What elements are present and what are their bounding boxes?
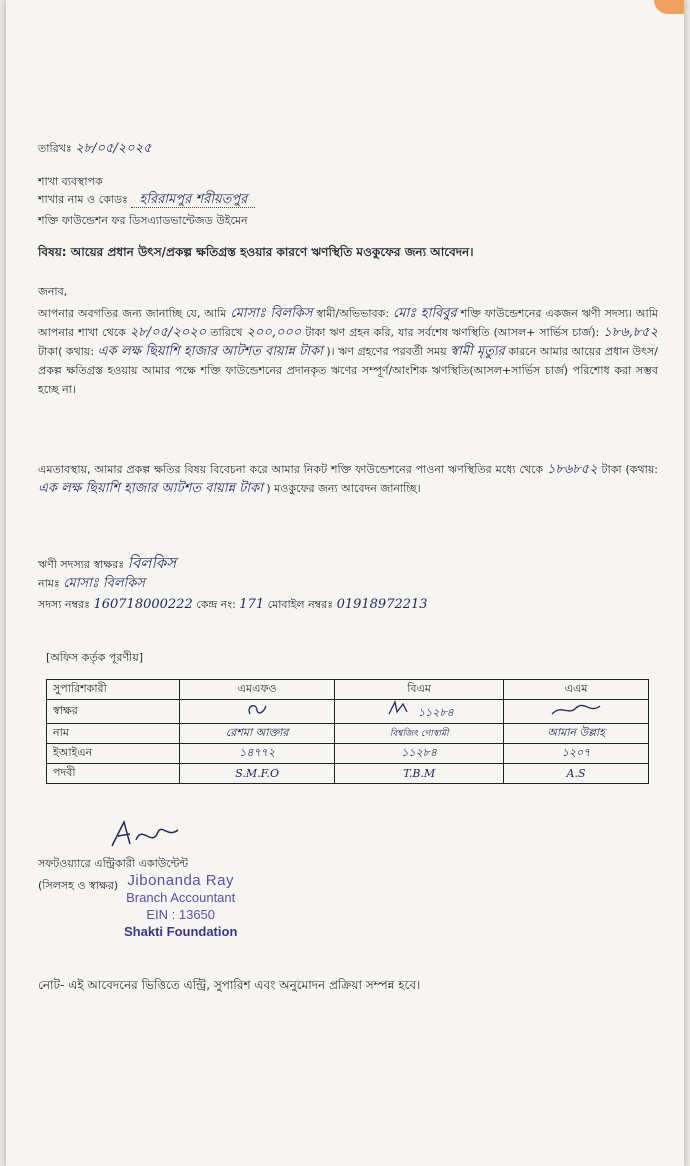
member-number-line bbox=[38, 598, 428, 612]
mfo-designation: S.M.F.O bbox=[180, 764, 335, 784]
branch-line bbox=[38, 193, 255, 207]
accountant-title: সফটওয়্যারে এন্ট্রিকারী একাউন্টেন্ট bbox=[38, 857, 189, 870]
header-recommender: সুপারিশকারী bbox=[47, 680, 180, 700]
para1-text-5: টাকা ঋণ গ্রহন করি, যার সর্বশেষ ঋণস্থিতি (আসল+ সার্ভিস চার্জ): bbox=[305, 326, 600, 339]
bm-name: বিশ্বজিৎ গোস্বামী bbox=[335, 724, 504, 744]
accountant-seal-label: (সিলসহ ও স্বাক্ষর) bbox=[38, 879, 119, 892]
document-page bbox=[6, 0, 684, 1166]
para1-balance: ১৮৬,৮৫২ bbox=[603, 325, 659, 340]
date-value: ২৮/০৫/২০২৫ bbox=[75, 141, 152, 156]
am-signature bbox=[504, 700, 649, 724]
mfo-signature bbox=[180, 700, 335, 724]
header-mfo: এমএফও bbox=[180, 680, 335, 700]
member-signature: বিলকিস bbox=[127, 554, 177, 572]
bm-designation: T.B.M bbox=[335, 764, 504, 784]
para2-amount-words: এক লক্ষ ছিয়াশি হাজার আটশত বায়ান্ন টাকা bbox=[38, 481, 263, 496]
para1-guardian: মোঃ হাবিবুর bbox=[392, 306, 457, 321]
para1-text-7: )। ঋণ গ্রহণের পরবর্তী সময় bbox=[326, 345, 447, 358]
stamp-organization: Shakti Foundation bbox=[124, 924, 238, 939]
accountant-signature bbox=[106, 818, 186, 852]
organization-line: শক্তি ফাউন্ডেশন ফর ডিসএ্যাডভান্টেজড উইমেন bbox=[38, 214, 248, 227]
am-signature-mark bbox=[548, 702, 604, 718]
para1-text-6: টাকা( কথায়: bbox=[38, 345, 95, 358]
mfo-ein: ১৪৭৭২ bbox=[180, 744, 335, 764]
stamp-ein: EIN : 13650 bbox=[146, 907, 216, 922]
page-corner-fold bbox=[654, 0, 684, 14]
para2-text-2: টাকা (কথায়: bbox=[601, 463, 659, 476]
para1-loan-amount: ২০০,০০০ bbox=[246, 325, 302, 340]
bm-signature bbox=[335, 700, 504, 724]
am-designation: A.S bbox=[504, 764, 649, 784]
stamp-role: Branch Accountant bbox=[126, 890, 236, 905]
row-label-signature: স্বাক্ষর bbox=[47, 700, 180, 724]
table-header-row bbox=[47, 680, 649, 700]
paragraph-2 bbox=[38, 460, 658, 498]
header-bm: বিএম bbox=[335, 680, 504, 700]
para1-member-name: মোসাঃ বিলকিস bbox=[230, 306, 313, 321]
salutation: জনাব, bbox=[38, 285, 68, 298]
para2-text-3: ) মওকুফের জন্য আবেদন জানাচ্ছি। bbox=[266, 482, 421, 495]
member-name-label: নামঃ bbox=[38, 577, 60, 590]
table-row bbox=[47, 744, 649, 764]
date-line bbox=[38, 142, 152, 156]
branch-label: শাখার নাম ও কোডঃ bbox=[38, 193, 128, 206]
office-table bbox=[46, 679, 649, 784]
para1-text-3: শক্তি ফাউন্ডেশনের একজন ঋণী সদস্য। আমি আপনার শাখা থেকে bbox=[38, 307, 659, 339]
footer-note: নোট- এই আবেদনের ভিত্তিতে এন্ট্রি, সুপারিশ এবং অনুমোদন প্রক্রিয়া সম্পন্ন হবে। bbox=[38, 978, 421, 992]
para1-text-1: আপনার অবগতির জন্য জানাচ্ছি যে, আমি bbox=[38, 307, 227, 320]
member-name-value: মোসাঃ বিলকিস bbox=[63, 576, 145, 591]
office-use-label: [অফিস কর্তৃক পূরণীয়] bbox=[46, 651, 143, 664]
para1-balance-words: এক লক্ষ ছিয়াশি হাজার আটশত বায়ান্ন টাকা bbox=[97, 344, 323, 359]
member-signature-line bbox=[38, 556, 176, 572]
stamp-name: Jibonanda Ray bbox=[127, 872, 234, 889]
para1-reason: স্বামী মৃত্যুর bbox=[450, 344, 505, 359]
bm-signature-mark bbox=[385, 700, 415, 716]
para2-text-1: এমতাবস্থায়, আমার প্রকল্প ক্ষতির বিষয় বিবেচনা করে আমার নিকট শক্তি ফাউন্ডেশনের পাওনা ঋণস্থিতির মধ্যে থেকে bbox=[38, 463, 544, 476]
mfo-name: রেশমা আক্তার bbox=[180, 724, 335, 744]
para1-text-8: কারনে আমার আয়ের প্রধান উৎস/প্রকল্প ক্ষতিগ্রস্ত হওয়ায় আমার পক্ষে শক্তি ফাউন্ডেশনের প্রদানকৃত ঋণের সম্পূর্ণ/আংশিক ঋণস্থিতি(আসল+সার্ভিস চার্জ) পরিশোধ করা সম্ভব হচ্ছে না। bbox=[38, 345, 658, 396]
member-number-label: সদস্য নম্বরঃ bbox=[38, 598, 90, 611]
am-ein: ১২০৭ bbox=[504, 744, 649, 764]
table-row bbox=[47, 764, 649, 784]
bm-ein: ১১২৮৪ bbox=[335, 744, 504, 764]
table-row bbox=[47, 724, 649, 744]
center-number-value: 171 bbox=[239, 597, 265, 612]
header-am: এএম bbox=[504, 680, 649, 700]
para1-loan-date: ২৮/০৫/২০২০ bbox=[129, 325, 207, 340]
bm-signature-text: ১১২৮৪ bbox=[418, 706, 454, 719]
table-row bbox=[47, 700, 649, 724]
member-number-value: 160718000222 bbox=[93, 597, 193, 612]
member-signature-label: ঋণী সদস্যর স্বাক্ষরঃ bbox=[38, 558, 125, 571]
accountant-stamp bbox=[124, 872, 237, 940]
row-label-designation: পদবী bbox=[47, 764, 180, 784]
mobile-number-value: 01918972213 bbox=[336, 597, 428, 612]
member-name-line bbox=[38, 577, 145, 591]
am-name: আমান উল্লাহ bbox=[504, 724, 649, 744]
row-label-name: নাম bbox=[47, 724, 180, 744]
date-label: তারিখঃ bbox=[38, 142, 72, 155]
para1-text-2: স্বামী/অভিভাবক: bbox=[316, 307, 390, 320]
center-number-label: কেন্দ্র নং: bbox=[196, 598, 236, 611]
paragraph-1 bbox=[38, 304, 658, 399]
row-label-ein: ইআইএন bbox=[47, 744, 180, 764]
subject-line: বিষয়: আয়ের প্রধান উৎস/প্রকল্প ক্ষতিগ্রস্ত হওয়ার কারণে ঋণস্থিতি মওকুফের জন্য আবেদন। bbox=[38, 245, 474, 259]
para1-text-4: তারিখে bbox=[210, 326, 243, 339]
mfo-signature-mark bbox=[244, 702, 270, 718]
para2-amount: ১৮৬৮৫২ bbox=[546, 462, 598, 477]
branch-value: হরিরামপুর শরীয়তপুর bbox=[131, 192, 255, 208]
mobile-number-label: মোবাইল নম্বরঃ bbox=[267, 598, 334, 611]
addressee-title: শাখা ব্যবস্থাপক bbox=[38, 175, 103, 188]
